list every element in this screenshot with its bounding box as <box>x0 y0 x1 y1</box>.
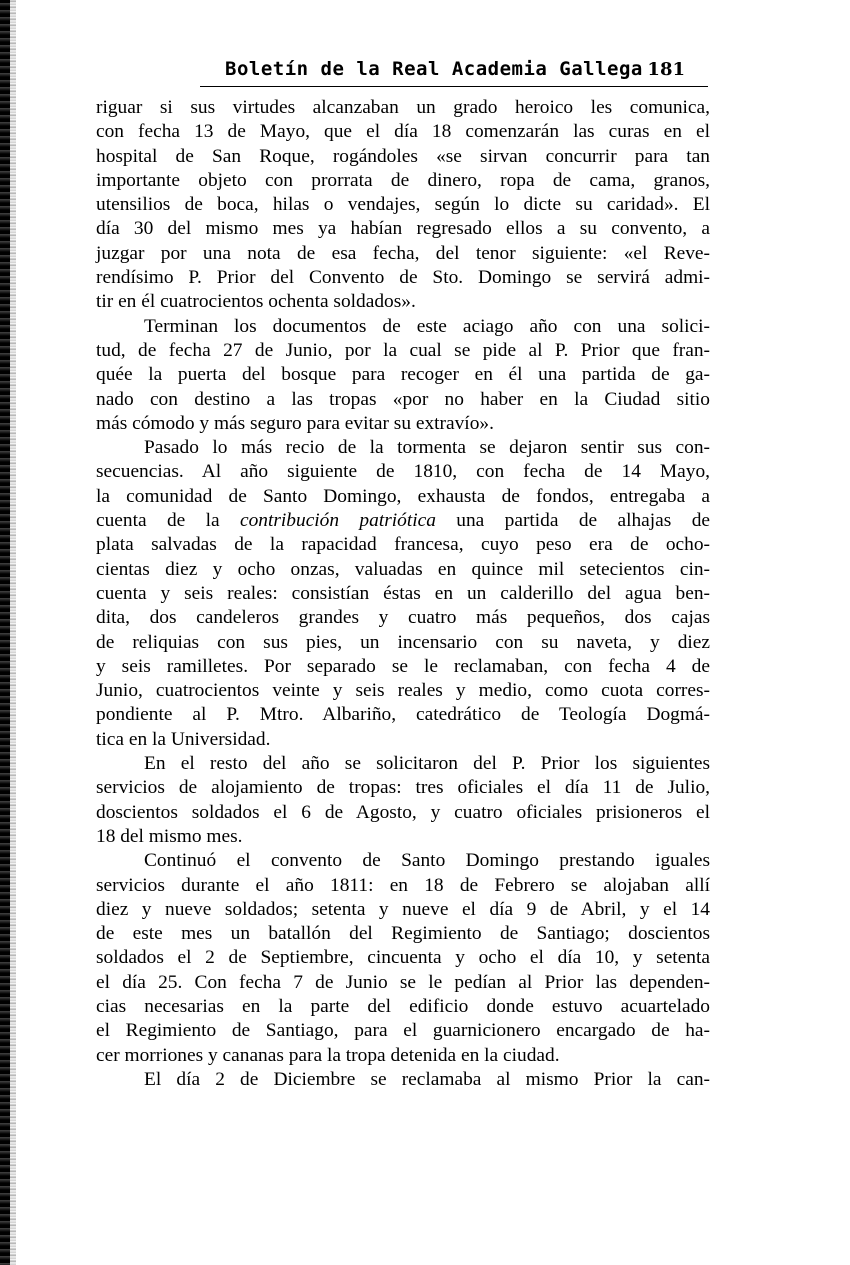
text-line: importante objeto con prorrata de dinero, ropa de cama, granos, <box>96 169 710 191</box>
text-line: tud, de fecha 27 de Junio, por la cual se pide al P. Prior que fran- <box>96 339 710 361</box>
text-line: soldados el 2 de Septiembre, cincuenta y ocho el día 10, y setenta <box>96 947 710 969</box>
text-line: de este mes un batallón del Regimiento de Santiago; doscientos <box>96 923 710 945</box>
text-line: pondiente al P. Mtro. Albariño, catedrático de Teología Dogmá- <box>96 704 710 726</box>
text-line: el día 25. Con fecha 7 de Junio se le pedían al Prior las dependen- <box>96 971 710 993</box>
text-line: El día 2 de Diciembre se reclamaba al mismo Prior la can- <box>144 1068 710 1090</box>
text-line: la comunidad de Santo Domingo, exhausta de fondos, entregaba a <box>96 485 710 507</box>
text-line: 18 del mismo mes. <box>96 825 243 847</box>
paragraph <box>96 752 710 849</box>
page-number: 181 <box>647 59 685 80</box>
body-text <box>96 96 710 1092</box>
text-line: día 30 del mismo mes ya habían regresado ellos a su convento, a <box>96 218 710 240</box>
paragraph <box>96 1068 710 1092</box>
text-line: doscientos soldados el 6 de Agosto, y cuatro oficiales prisioneros el <box>96 801 710 823</box>
paragraph <box>96 96 710 315</box>
paragraph <box>96 849 710 1068</box>
text-line: servicios de alojamiento de tropas: tres oficiales el día 11 de Julio, <box>96 777 710 799</box>
text-line: de reliquias con sus pies, un incensario con su naveta, y diez <box>96 631 710 653</box>
journal-title: Boletín de la Real Academia Gallega <box>225 58 643 80</box>
text-line: riguar si sus virtudes alcanzaban un grado heroico les comunica, <box>96 97 710 118</box>
text-line: nado con destino a las tropas «por no haber en la Ciudad sitio <box>96 388 710 410</box>
text-line: hospital de San Roque, rogándoles «se sirvan concurrir para tan <box>96 145 710 167</box>
running-header <box>225 58 685 88</box>
text-line: secuencias. Al año siguiente de 1810, con fecha de 14 Mayo, <box>96 461 710 483</box>
text-line: dita, dos candeleros grandes y cuatro más pequeños, dos cajas <box>96 607 710 629</box>
text-line: y seis ramilletes. Por separado se le reclamaban, con fecha 4 de <box>96 655 710 677</box>
paragraph <box>96 436 710 752</box>
text-line: el Regimiento de Santiago, para el guarnicionero encargado de ha- <box>96 1020 710 1042</box>
header-rule <box>200 86 708 87</box>
text-line: cuenta de la contribución patriótica una partida de alhajas de <box>96 510 710 532</box>
text-line: servicios durante el año 1811: en 18 de Febrero se alojaban allí <box>96 874 710 896</box>
text-line: diez y nueve soldados; setenta y nueve el día 9 de Abril, y el 14 <box>96 898 710 920</box>
scanned-binding-edge <box>0 0 10 1265</box>
italic-phrase: contribución patriótica <box>239 510 436 532</box>
text-line: plata salvadas de la rapacidad francesa, cuyo peso era de ocho- <box>96 534 710 556</box>
text-line: cer morriones y cananas para la tropa detenida en la ciudad. <box>96 1044 560 1066</box>
text-line: tir en él cuatrocientos ochenta soldados». <box>96 291 416 313</box>
text-line: utensilios de boca, hilas o vendajes, según lo dicte su caridad». El <box>96 194 710 216</box>
text-line: cuenta y seis reales: consistían éstas en un calderillo del agua ben- <box>96 582 710 604</box>
text-line: En el resto del año se solicitaron del P. Prior los siguientes <box>144 753 710 775</box>
text-line: juzgar por una nota de esa fecha, del tenor siguiente: «el Reve- <box>96 242 710 264</box>
text-line: Terminan los documentos de este aciago año con una solici- <box>144 315 710 337</box>
text-line: Pasado lo más recio de la tormenta se dejaron sentir sus con- <box>144 437 710 459</box>
text-line: cientas diez y ocho onzas, valuadas en quince mil setecientos cin- <box>96 558 710 580</box>
paragraph <box>96 315 710 436</box>
text-line: Continuó el convento de Santo Domingo prestando iguales <box>144 850 710 872</box>
text-line: rendísimo P. Prior del Convento de Sto. Domingo se servirá admi- <box>96 267 710 289</box>
text-line: quée la puerta del bosque para recoger en él una partida de ga- <box>96 364 710 386</box>
text-line: tica en la Universidad. <box>96 728 271 750</box>
text-line: más cómodo y más seguro para evitar su extravío». <box>96 412 494 434</box>
text-line: cias necesarias en la parte del edificio donde estuvo acuartelado <box>96 995 710 1017</box>
text-line: con fecha 13 de Mayo, que el día 18 comenzarán las curas en el <box>96 121 710 143</box>
text-line: Junio, cuatrocientos veinte y seis reales y medio, como cuota corres- <box>96 680 710 702</box>
